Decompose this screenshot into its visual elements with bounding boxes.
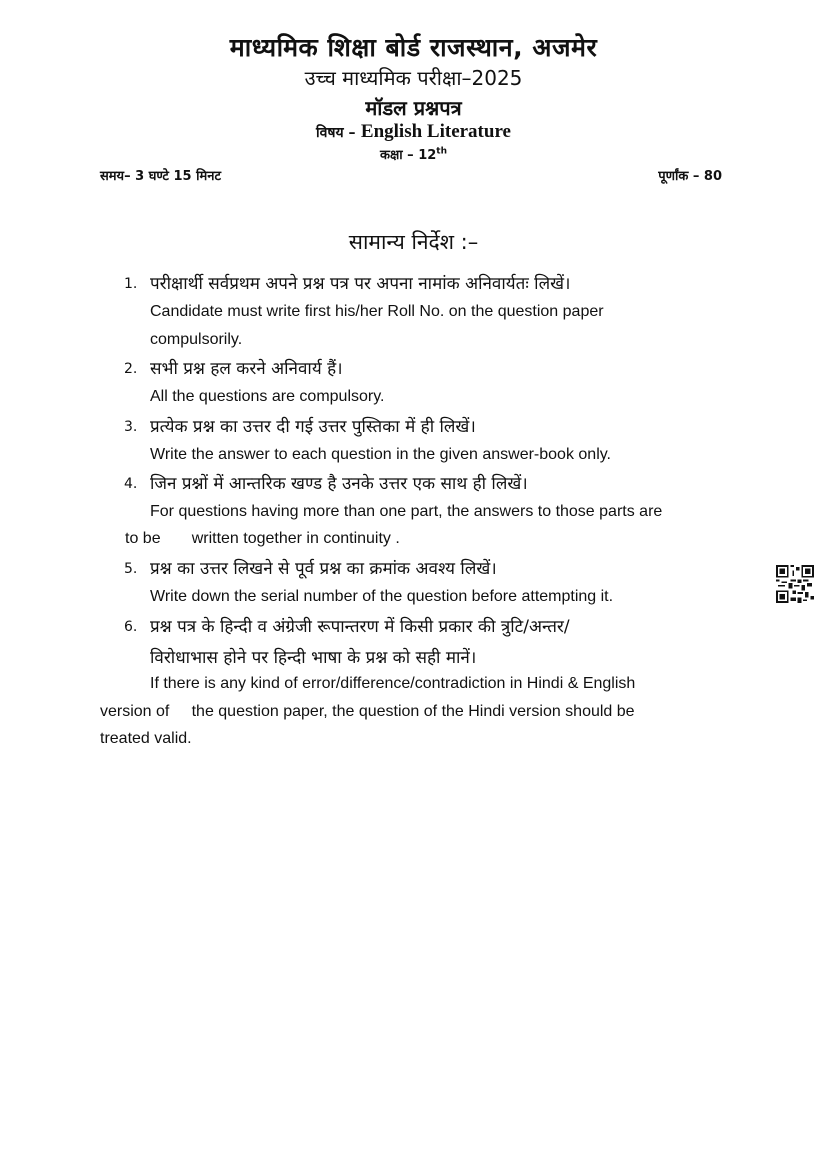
board-title: माध्यमिक शिक्षा बोर्ड राजस्थान, अजमेर — [229, 33, 598, 62]
item-english: version of the question paper, the question of the Hindi version should be — [100, 703, 635, 720]
qr-code-icon — [776, 565, 814, 603]
item-number: 4. — [124, 476, 138, 492]
item-english: Write the answer to each question in the given answer-book only. — [150, 446, 611, 463]
item-english: For questions having more than one part, the answers to those parts are — [150, 503, 663, 520]
item-number: 6. — [124, 619, 138, 635]
item-hindi: जिन प्रश्नों में आन्तरिक खण्ड है उनके उत्तर एक साथ ही लिखें। — [150, 474, 528, 494]
class-label: कक्षा – 12 — [379, 148, 437, 163]
item-hindi: प्रश्न का उत्तर लिखने से पूर्व प्रश्न का क्रमांक अवश्य लिखें। — [150, 559, 497, 579]
subject-label: विषय – — [316, 125, 356, 141]
item-hindi: सभी प्रश्न हल करने अनिवार्य हैं। — [150, 359, 343, 379]
item-english: to be written together in continuity . — [125, 530, 400, 547]
time-allowed: समय– 3 घण्टे 15 मिनट — [100, 169, 222, 184]
item-number: 3. — [124, 419, 138, 435]
item-english: Candidate must write first his/her Roll No. on the question paper — [150, 303, 604, 320]
item-number: 1. — [124, 276, 138, 292]
item-english: All the questions are compulsory. — [150, 388, 385, 405]
subject-name: English Literature — [360, 121, 511, 142]
subject-line — [0, 121, 827, 143]
paper-type: मॉडल प्रश्नपत्र — [365, 96, 462, 120]
item-number: 5. — [124, 561, 138, 577]
exam-title: उच्च माध्यमिक परीक्षा–2025 — [304, 66, 523, 90]
item-hindi: प्रत्येक प्रश्न का उत्तर दी गई उत्तर पुस्तिका में ही लिखें। — [150, 417, 476, 437]
item-english: compulsorily. — [150, 331, 243, 348]
item-english: Write down the serial number of the question before attempting it. — [150, 588, 614, 605]
class-sup: th — [436, 146, 448, 157]
item-hindi: प्रश्न पत्र के हिन्दी व अंग्रेजी रूपान्तरण में किसी प्रकार की त्रुटि/अन्तर/ — [150, 617, 570, 637]
item-english: treated valid. — [100, 730, 192, 747]
item-hindi: विरोधाभास होने पर हिन्दी भाषा के प्रश्न को सही मानें। — [150, 648, 477, 668]
instructions-title: सामान्य निर्देश :– — [348, 230, 479, 254]
class-line — [0, 145, 827, 163]
item-english: If there is any kind of error/difference/contradiction in Hindi & English — [150, 675, 636, 692]
max-marks: पूर्णांक – 80 — [658, 169, 722, 184]
item-hindi: परीक्षार्थी सर्वप्रथम अपने प्रश्न पत्र पर अपना नामांक अनिवार्यतः लिखें। — [150, 274, 571, 294]
item-number: 2. — [124, 361, 138, 377]
